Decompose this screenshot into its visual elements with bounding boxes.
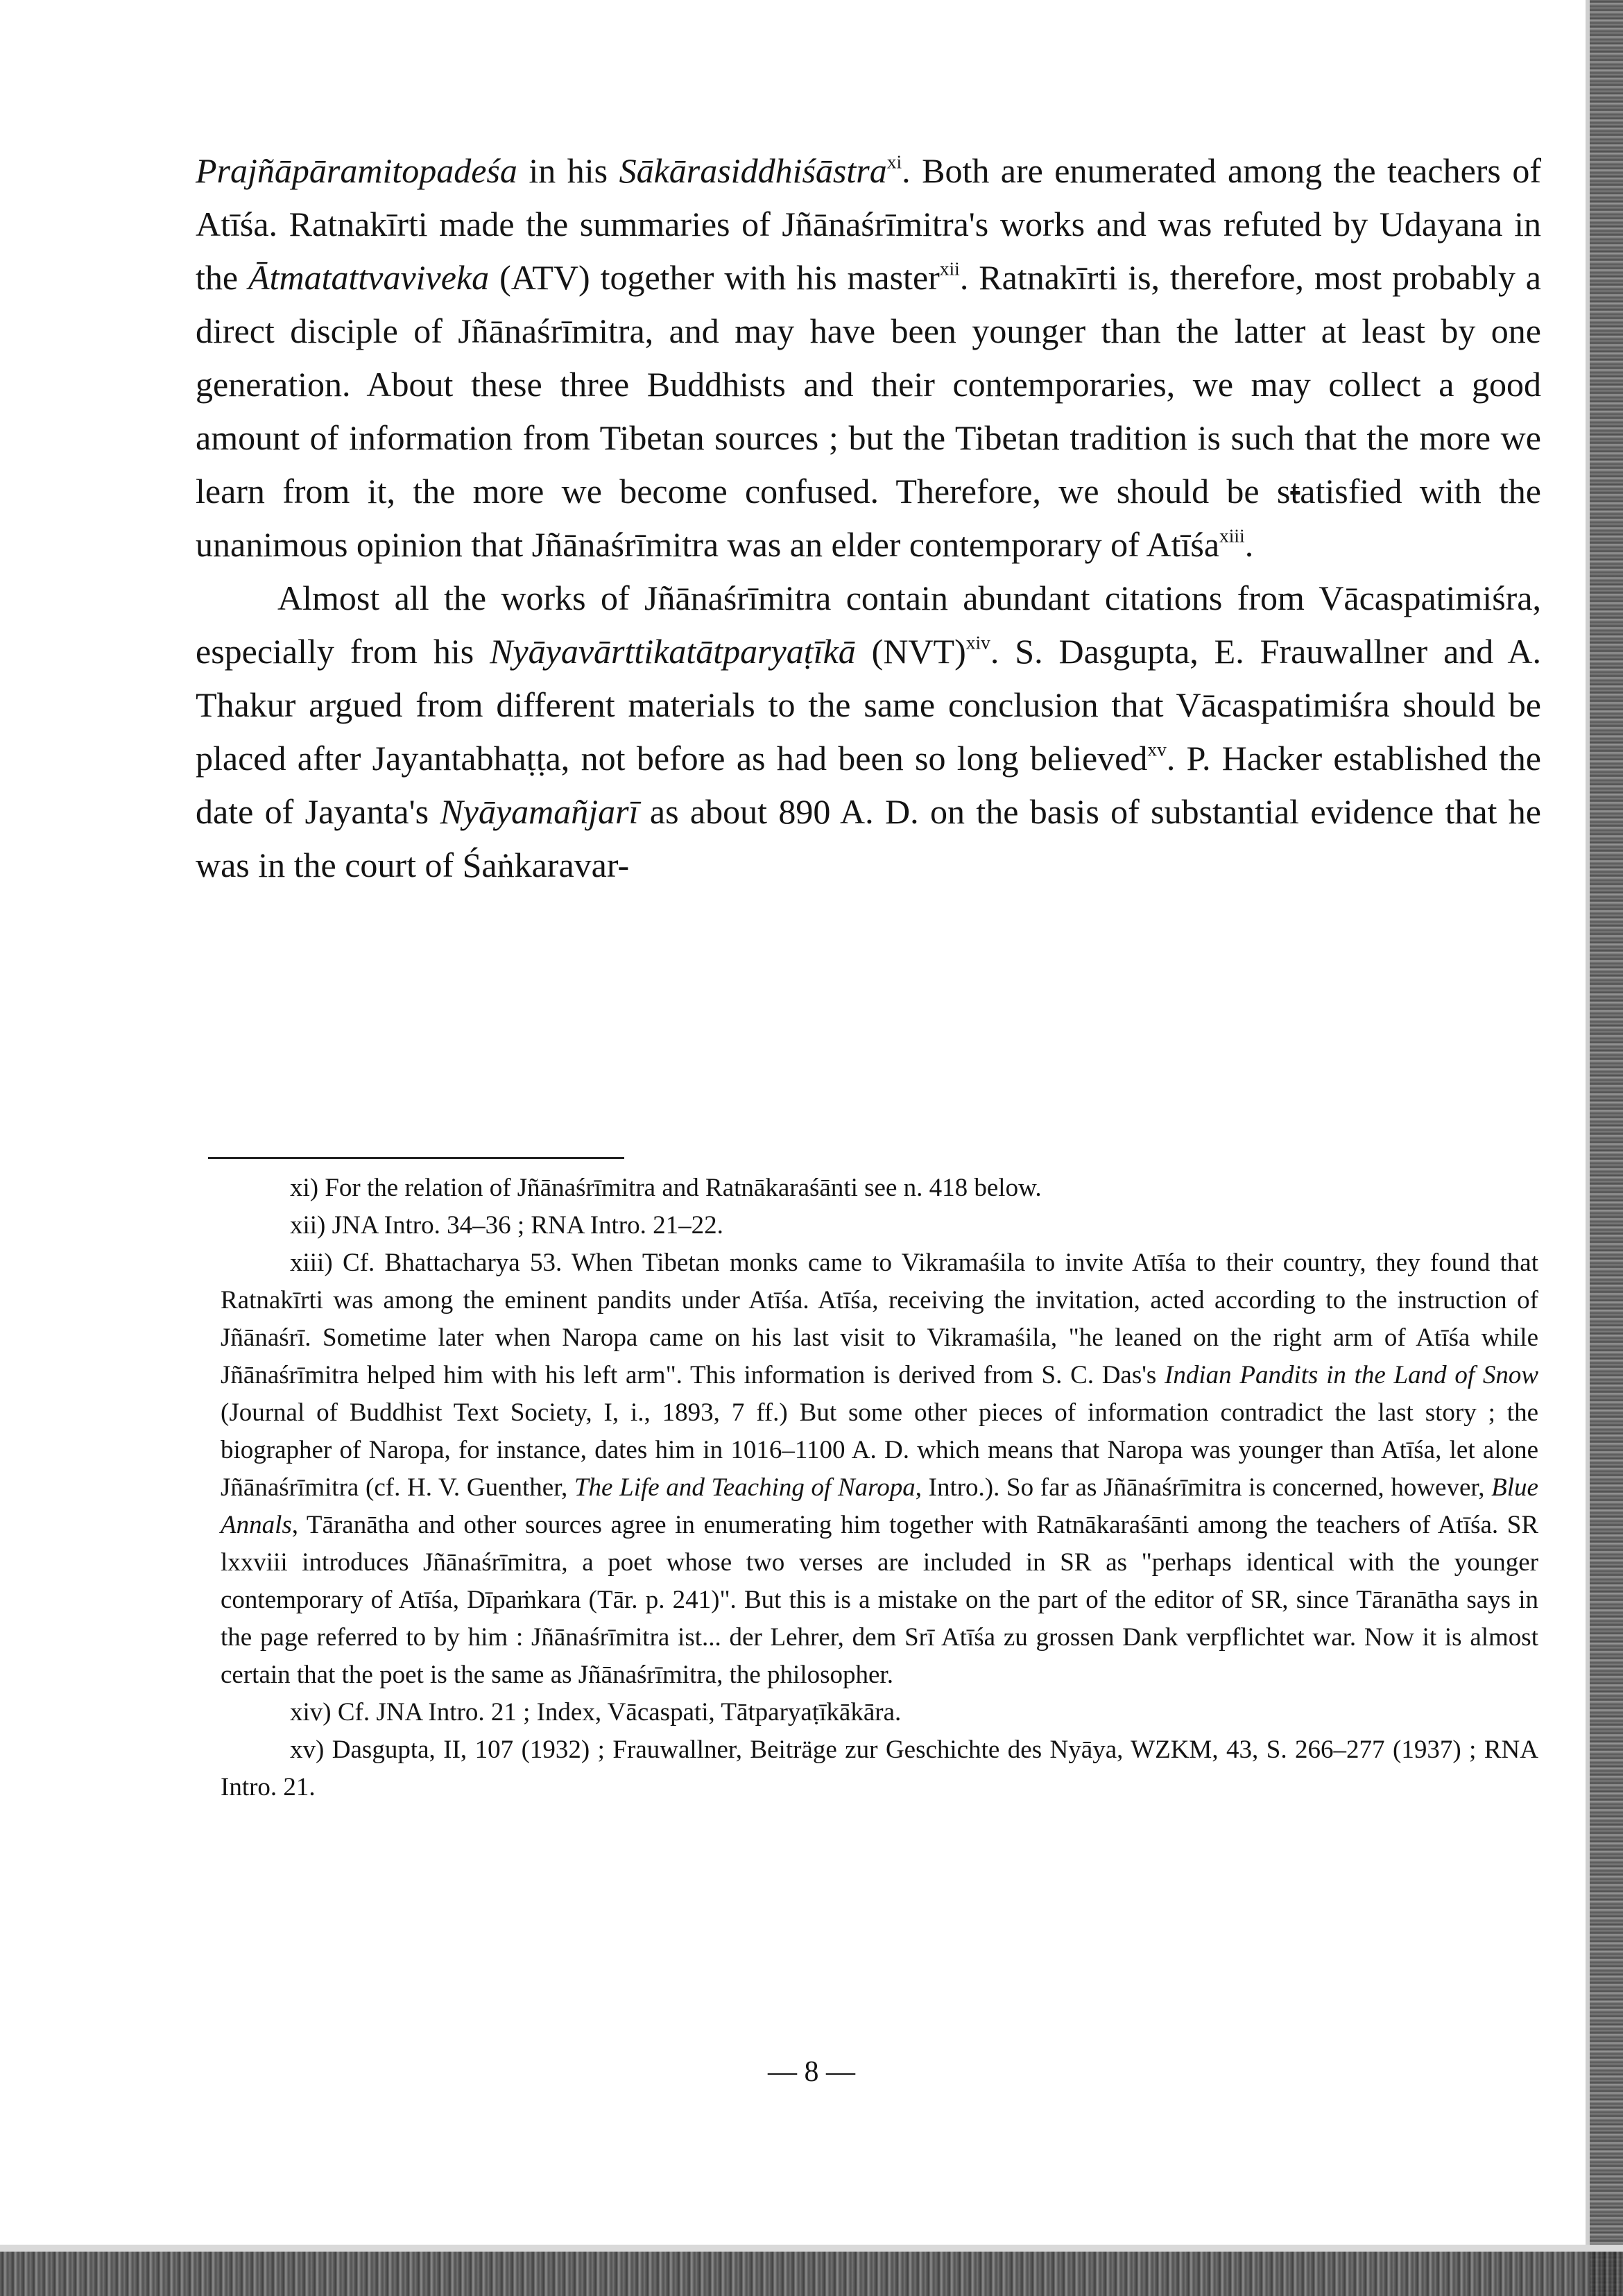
italic-title: Nyāyavārttikatātparyaṭīkā [490, 632, 856, 671]
footnotes [221, 1170, 1538, 1806]
footnote-ref-xiv: xiv [965, 631, 990, 653]
footnote-divider [208, 1157, 624, 1159]
footnote-xii: xii) JNA Intro. 34–36 ; RNA Intro. 21–22. [290, 1211, 723, 1240]
text-span: , Intro.). So far as Jñānaśrīmitra is concerned, however, [915, 1473, 1492, 1502]
footnote-ref-xi: xi [886, 151, 902, 173]
footnote-xiii [221, 1244, 1538, 1694]
scan-edge-bottom [0, 2252, 1623, 2296]
italic-title: Indian Pandits in the Land of Snow [1165, 1361, 1538, 1389]
italic-title: Nyāyamañjarī [440, 792, 639, 831]
paragraph-2 [196, 572, 1541, 892]
struck-letter: t [1290, 472, 1300, 511]
footnote-xiv: xiv) Cf. JNA Intro. 21 ; Index, Vācaspati, Tātparyaṭīkākāra. [290, 1698, 902, 1727]
footnote-ref-xii: xii [939, 257, 960, 280]
scan-edge-bottom-shadow [0, 2245, 1623, 2252]
page-number: — 8 — [768, 2056, 855, 2088]
italic-title: Ātmatattvaviveka [248, 258, 490, 297]
text-span: Almost all the works of Jñānaśrīmitra contain abundant citations from Vācaspatimiśra, especially from his [196, 579, 1541, 671]
scan-edge-right [1590, 0, 1623, 2296]
footnote-ref-xiii: xiii [1219, 524, 1245, 547]
footnote-xi: xi) For the relation of Jñānaśrīmitra and Ratnākaraśānti see n. 418 below. [290, 1174, 1042, 1202]
italic-title: The Life and Teaching of Naropa [574, 1473, 916, 1502]
footnote-ref-xv: xv [1147, 738, 1167, 760]
text-span: (NVT) [855, 632, 966, 671]
italic-title: Blue Annals [221, 1473, 1538, 1539]
text-span: . Both are enumerated among the teachers of Atīśa. Ratnakīrti made the summaries of Jñānaśrīmitra's works and was refuted by Udayana in the [196, 151, 1541, 297]
text-span: as about 890 A. D. on the basis of substantial evidence that he was in the court of Śaṅkaravar- [196, 792, 1541, 884]
text-span: . [1244, 525, 1254, 564]
text-span: atisfied with the unanimous opinion that Jñānaśrīmitra was an elder contemporary of Atīśa [196, 472, 1541, 564]
text-span: in his [517, 151, 619, 190]
text-span: (Journal of Buddhist Text Society, I, i., 1893, 7 ff.) But some other pieces of information contradict the last story ; the biographer of Naropa, for instance, dates him in 1016–1100 A. D. which means that Naropa was younger than Atīśa, let alone Jñānaśrīmitra (cf. H. V. Guenther, [221, 1398, 1538, 1502]
paragraph-1 [196, 144, 1541, 572]
footnote-xv: xv) Dasgupta, II, 107 (1932) ; Frauwallner, Beiträge zur Geschichte des Nyāya, WZKM, 43, S. 266–277 (1937) ; RNA Intro. 21. [221, 1736, 1538, 1801]
italic-title: Sākārasiddhiśāstra [619, 151, 887, 190]
text-span: . S. Dasgupta, E. Frauwallner and A. Thakur argued from different materials to the same conclusion that Vācaspatimiśra should be placed after Jayantabhaṭṭa, not before as had been so long believed [196, 632, 1542, 778]
text-span: . Ratnakīrti is, therefore, most probably a direct disciple of Jñānaśrīmitra, and may have been younger than the latter at least by one generation. About these three Buddhists and their contemporaries, we may collect a good amount of information from Tibetan sources ; but the Tibetan tradition is such that the more we learn from it, the more we become confused. Therefore, we should be s [196, 258, 1541, 511]
main-body-text [196, 144, 1541, 892]
text-span: , Tāranātha and other sources agree in enumerating him together with Ratnākaraśānti among the teachers of Atīśa. SR lxxviii introduces Jñānaśrīmitra, a poet whose two verses are included in SR as "perhaps identical with the younger contemporary of Atīśa, Dīpaṁkara (Tār. p. 241)". But this is a mistake on the part of the editor of SR, since Tāranātha says in the page referred to by him : Jñānaśrīmitra ist... der Lehrer, dem Srī Atīśa zu grossen Dank verpflichtet war. Now it is almost certain that the poet is the same as Jñānaśrīmitra, the philosopher. [221, 1511, 1538, 1689]
text-span: xiii) Cf. Bhattacharya 53. When Tibetan monks came to Vikramaśila to invite Atīśa to their country, they found that Ratnakīrti was among the eminent pandits under Atīśa. Atīśa, receiving the invitation, acted according to the instruction of Jñānaśrī. Sometime later when Naropa came on his last visit to Vikramaśila, "he leaned on the right arm of Atīśa while Jñānaśrīmitra helped him with his left arm". This information is derived from S. C. Das's [221, 1249, 1538, 1389]
text-span: . P. Hacker established the date of Jayanta's [196, 739, 1541, 831]
italic-title: Prajñāpāramitopadeśa [196, 151, 517, 190]
text-span: (ATV) together with his master [489, 258, 940, 297]
